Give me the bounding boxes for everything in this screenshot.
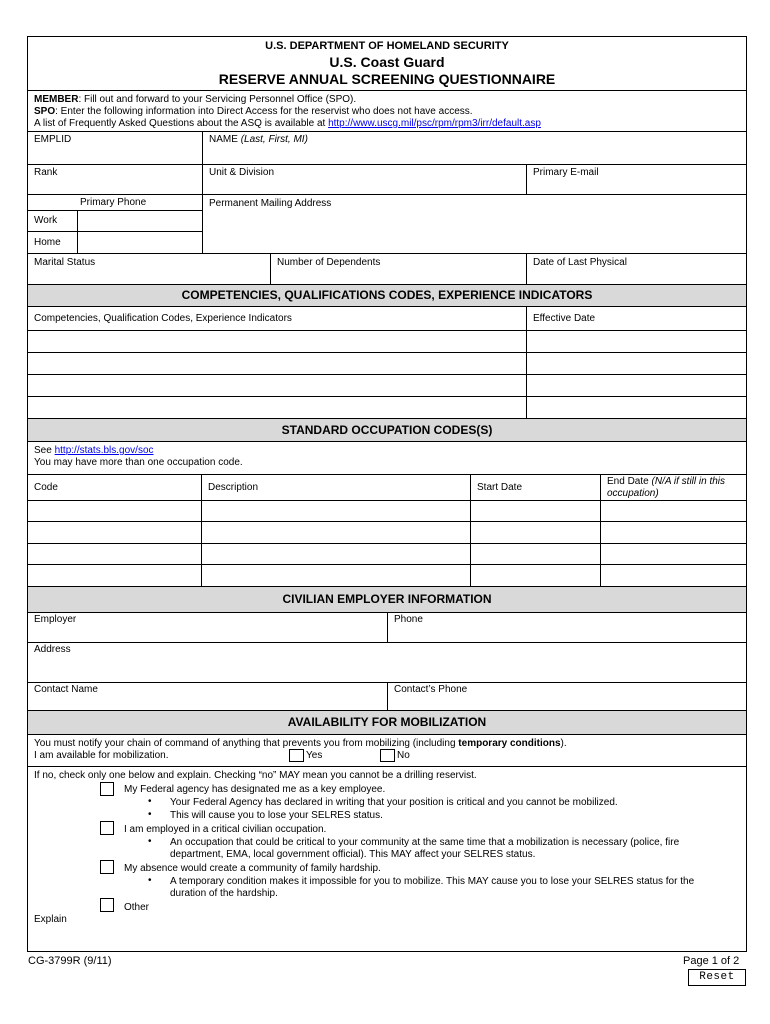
email-input[interactable]: [528, 179, 744, 193]
critical-occupation-checkbox[interactable]: [100, 821, 114, 835]
rule: [27, 194, 747, 195]
rule: [27, 210, 203, 211]
rule: [27, 253, 747, 254]
soc-start-input[interactable]: [472, 544, 599, 564]
rule: [27, 734, 747, 735]
soc-code-input[interactable]: [28, 544, 200, 564]
agency-heading: U.S. Coast Guard: [329, 54, 445, 70]
soc-code-input[interactable]: [28, 501, 200, 521]
rule: [27, 231, 203, 232]
contact-name-label: Contact Name: [34, 684, 98, 695]
marital-status-label: Marital Status: [34, 257, 96, 268]
rule: [27, 164, 747, 165]
competency-input[interactable]: [28, 331, 525, 352]
code-column-label: Code: [34, 482, 58, 493]
employer-phone-input[interactable]: [389, 626, 744, 641]
soc-see-text: See http://stats.bls.gov/soc: [34, 445, 154, 456]
email-label: Primary E-mail: [533, 167, 599, 178]
employer-phone-label: Phone: [394, 614, 423, 625]
description-column-label: Description: [208, 482, 259, 493]
work-phone-input[interactable]: [79, 212, 201, 230]
rule: [387, 612, 388, 642]
form-title: RESERVE ANNUAL SCREENING QUESTIONNAIRE: [218, 71, 556, 87]
rule: [526, 306, 527, 418]
department-heading: U.S. DEPARTMENT OF HOMELAND SECURITY: [265, 40, 509, 52]
rule: [387, 682, 388, 710]
mobilization-heading: AVAILABILITY FOR MOBILIZATION: [28, 711, 746, 734]
rule: [27, 131, 747, 132]
competencies-column-label: Competencies, Qualification Codes, Experience Indicators: [34, 313, 292, 324]
soc-start-input[interactable]: [472, 522, 599, 543]
key-employee-detail: Your Federal Agency has declared in writing that your position is critical and you cannot be mobilized.: [170, 797, 618, 808]
rule: [27, 766, 747, 767]
soc-end-input[interactable]: [602, 565, 744, 586]
rank-label: Rank: [34, 167, 58, 178]
name-input[interactable]: [204, 145, 744, 164]
soc-start-input[interactable]: [472, 501, 599, 521]
soc-description-input[interactable]: [203, 522, 469, 543]
rule: [27, 441, 747, 442]
yes-label: Yes: [306, 750, 323, 761]
marital-status-input[interactable]: [28, 269, 269, 283]
last-physical-input[interactable]: [528, 269, 744, 283]
rule: [270, 253, 271, 284]
critical-occupation-detail-cont: department, EMA, local government official). This MAY affect your SELRES status.: [170, 849, 536, 860]
start-date-column-label: Start Date: [477, 482, 523, 493]
if-no-instruction: If no, check only one below and explain. Checking “no” MAY mean you cannot be a drilling reservist.: [34, 770, 477, 781]
mailing-address-input[interactable]: [204, 211, 744, 252]
unit-input[interactable]: [204, 179, 524, 193]
yes-checkbox[interactable]: [289, 749, 304, 762]
no-label: No: [397, 750, 410, 761]
faq-link[interactable]: http://www.uscg.mil/psc/rpm/rpm3/irr/default.asp: [328, 118, 541, 129]
rule: [526, 164, 527, 194]
effective-date-input[interactable]: [528, 375, 744, 396]
last-physical-label: Date of Last Physical: [533, 257, 627, 268]
employer-input[interactable]: [28, 626, 386, 641]
soc-description-input[interactable]: [203, 501, 469, 521]
soc-description-input[interactable]: [203, 544, 469, 564]
soc-description-input[interactable]: [203, 565, 469, 586]
critical-occupation-label: I am employed in a critical civilian occupation.: [124, 824, 327, 835]
key-employee-checkbox[interactable]: [100, 782, 114, 796]
primary-phone-label: Primary Phone: [80, 197, 147, 208]
unit-label: Unit & Division: [209, 167, 275, 178]
bullet-icon: •: [148, 836, 152, 847]
hardship-detail-cont: duration of the hardship.: [170, 888, 278, 899]
mailing-address-label: Permanent Mailing Address: [209, 198, 332, 209]
rule: [27, 306, 747, 307]
no-checkbox[interactable]: [380, 749, 395, 762]
rule: [600, 474, 601, 586]
key-employee-label: My Federal agency has designated me as a key employee.: [124, 784, 386, 795]
hardship-detail: A temporary condition makes it impossible for you to mobilize. This MAY cause you to lose your SELRES status for the: [170, 876, 695, 887]
reset-button[interactable]: Reset: [688, 969, 746, 986]
rule: [526, 253, 527, 284]
rule: [27, 474, 747, 475]
effective-date-input[interactable]: [528, 397, 744, 418]
rule: [470, 474, 471, 586]
hardship-label: My absence would create a community of family hardship.: [124, 863, 381, 874]
soc-heading: STANDARD OCCUPATION CODES(S): [28, 419, 746, 441]
competency-input[interactable]: [28, 397, 525, 418]
dependents-label: Number of Dependents: [277, 257, 381, 268]
competencies-heading: COMPETENCIES, QUALIFICATIONS CODES, EXPERIENCE INDICATORS: [28, 285, 746, 306]
emplid-label: EMPLID: [34, 134, 72, 145]
soc-start-input[interactable]: [472, 565, 599, 586]
soc-note: You may have more than one occupation code.: [34, 457, 243, 468]
page-number: Page 1 of 2: [683, 955, 740, 967]
availability-question: I am available for mobilization.: [34, 750, 169, 761]
contact-name-input[interactable]: [28, 696, 386, 709]
soc-link[interactable]: http://stats.bls.gov/soc: [54, 445, 154, 456]
employer-address-input[interactable]: [28, 656, 744, 681]
faq-instruction: A list of Frequently Asked Questions about the ASQ is available at http://www.uscg.mil/psc/rpm/rpm3/irr/default.asp: [34, 118, 541, 129]
bullet-icon: •: [148, 809, 152, 820]
contact-phone-input[interactable]: [389, 696, 744, 709]
explain-input[interactable]: [28, 927, 744, 949]
soc-end-input[interactable]: [602, 522, 744, 543]
end-date-column-label: End Date (N/A if still in this: [607, 476, 726, 487]
employer-heading: CIVILIAN EMPLOYER INFORMATION: [28, 587, 746, 612]
member-instruction: MEMBER: Fill out and forward to your Servicing Personnel Office (SPO).: [34, 94, 357, 105]
employer-label: Employer: [34, 614, 77, 625]
competency-input[interactable]: [28, 375, 525, 396]
soc-code-input[interactable]: [28, 565, 200, 586]
rule: [201, 474, 202, 586]
competency-input[interactable]: [28, 353, 525, 374]
emplid-input[interactable]: [28, 145, 201, 164]
explain-label: Explain: [34, 914, 67, 925]
rank-input[interactable]: [28, 179, 201, 193]
effective-date-input[interactable]: [528, 331, 744, 352]
hardship-checkbox[interactable]: [100, 860, 114, 874]
key-employee-consequence: This will cause you to lose your SELRES status.: [170, 810, 383, 821]
bullet-icon: •: [148, 875, 152, 886]
work-phone-label: Work: [34, 215, 58, 226]
dependents-input[interactable]: [272, 269, 525, 283]
contact-phone-label: Contact’s Phone: [394, 684, 468, 695]
form-number: CG-3799R (9/11): [28, 955, 112, 967]
effective-date-input[interactable]: [528, 353, 744, 374]
rule: [77, 210, 78, 253]
notify-text: You must notify your chain of command of anything that prevents you from mobilizing (including temporary conditions).: [34, 738, 567, 749]
soc-code-input[interactable]: [28, 522, 200, 543]
name-label: NAME (Last, First, MI): [209, 134, 308, 145]
end-date-column-hint: occupation): [607, 488, 659, 499]
rule: [27, 90, 747, 91]
critical-occupation-detail: An occupation that could be critical to your community at the same time that a mobilization is necessary (police, fire: [170, 837, 680, 848]
address-label: Address: [34, 644, 71, 655]
other-label: Other: [124, 902, 150, 913]
rule: [27, 642, 747, 643]
other-checkbox[interactable]: [100, 898, 114, 912]
home-phone-label: Home: [34, 237, 61, 248]
effective-date-column-label: Effective Date: [533, 313, 596, 324]
rule: [202, 131, 203, 253]
home-phone-input[interactable]: [79, 233, 201, 252]
spo-instruction: SPO: Enter the following information into Direct Access for the reservist who does not have access.: [34, 106, 473, 117]
bullet-icon: •: [148, 796, 152, 807]
soc-end-input[interactable]: [602, 501, 744, 521]
soc-end-input[interactable]: [602, 544, 744, 564]
